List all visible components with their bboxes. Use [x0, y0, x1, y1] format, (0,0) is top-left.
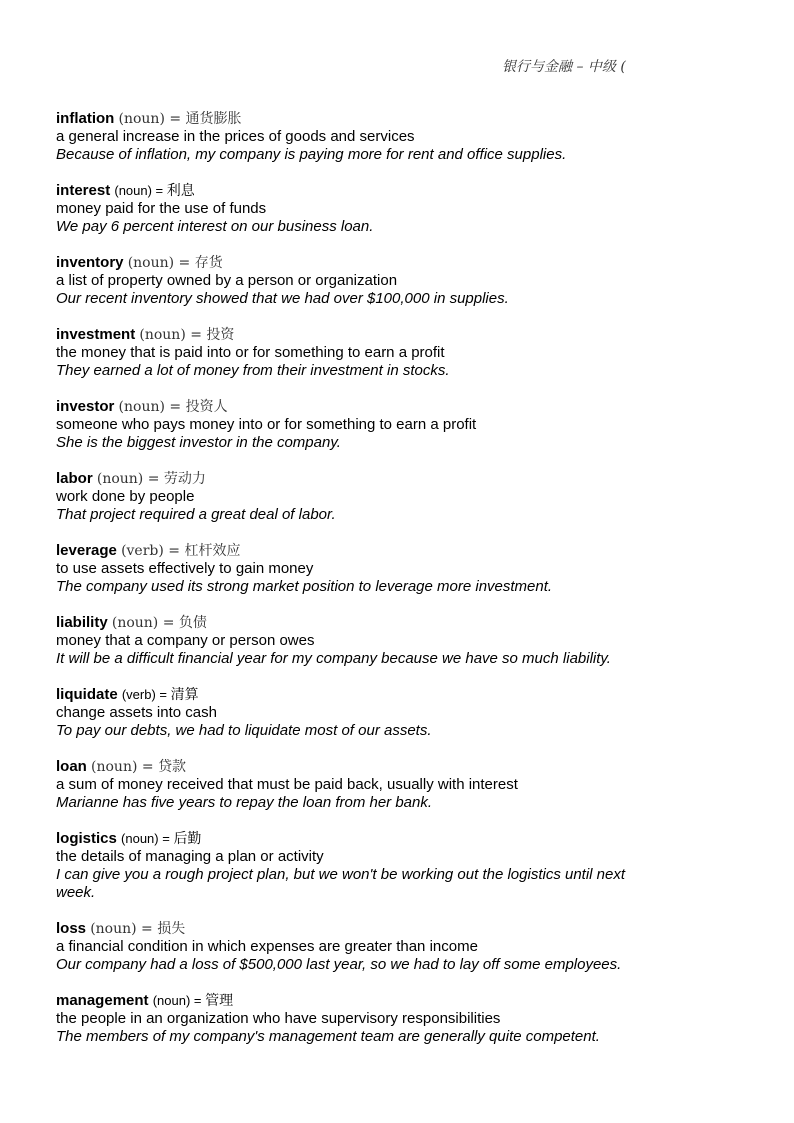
- chinese-translation: 利息: [166, 183, 195, 199]
- entry-loss: [56, 920, 656, 974]
- term: interest: [56, 182, 111, 199]
- entry-management: [56, 992, 656, 1046]
- entry-labor: [56, 470, 656, 524]
- definition: money that a company or person owes: [56, 632, 315, 649]
- part-of-speech: (noun) =: [127, 255, 195, 271]
- definition: a general increase in the prices of goods and services: [56, 128, 415, 145]
- page-header-title: 银行与金融 – 中级 (: [502, 59, 626, 75]
- term: loss: [56, 920, 87, 937]
- example-sentence: Our company had a loss of $500,000 last year, so we had to lay off some employees.: [56, 956, 622, 973]
- definition: work done by people: [56, 488, 195, 505]
- definition: a financial condition in which expenses are greater than income: [56, 938, 478, 955]
- part-of-speech: (noun) =: [114, 183, 167, 198]
- entry-investor: [56, 398, 656, 452]
- definition: the people in an organization who have supervisory responsibilities: [56, 1010, 501, 1027]
- term: liquidate: [56, 686, 118, 703]
- example-sentence: The company used its strong market position to leverage more investment.: [56, 578, 553, 595]
- term: investment: [56, 326, 136, 343]
- part-of-speech: (verb) =: [121, 543, 185, 559]
- definition: the details of managing a plan or activity: [56, 848, 324, 865]
- chinese-translation: 清算: [170, 687, 199, 703]
- example-sentence: They earned a lot of money from their investment in stocks.: [56, 362, 450, 379]
- part-of-speech: (noun) =: [90, 921, 158, 937]
- term: inflation: [56, 110, 115, 127]
- definition: to use assets effectively to gain money: [56, 560, 314, 577]
- definition: money paid for the use of funds: [56, 200, 267, 217]
- term: logistics: [56, 830, 117, 847]
- definition: a list of property owned by a person or organization: [56, 272, 398, 289]
- example-sentence: That project required a great deal of labor.: [56, 506, 336, 523]
- chinese-translation: 贷款: [158, 759, 187, 775]
- chinese-translation: 损失: [157, 921, 186, 937]
- term: inventory: [56, 254, 124, 271]
- entry-inflation: [56, 110, 656, 164]
- vocabulary-list: [56, 110, 656, 1064]
- entry-leverage: [56, 542, 656, 596]
- example-sentence: We pay 6 percent interest on our business loan.: [56, 218, 374, 235]
- chinese-translation: 通货膨胀: [185, 111, 242, 127]
- part-of-speech: (noun) =: [139, 327, 207, 343]
- part-of-speech: (noun) =: [121, 831, 174, 846]
- entry-interest: [56, 182, 656, 236]
- chinese-translation: 劳动力: [163, 471, 206, 487]
- term: loan: [56, 758, 87, 775]
- term: labor: [56, 470, 93, 487]
- term: investor: [56, 398, 115, 415]
- entry-liquidate: [56, 686, 656, 740]
- chinese-translation: 杠杆效应: [184, 543, 241, 559]
- example-sentence: It will be a difficult financial year for my company because we have so much liability.: [56, 650, 611, 667]
- term: leverage: [56, 542, 117, 559]
- definition: a sum of money received that must be paid back, usually with interest: [56, 776, 518, 793]
- entry-inventory: [56, 254, 656, 308]
- part-of-speech: (noun) =: [91, 759, 159, 775]
- example-sentence: The members of my company's management team are generally quite competent.: [56, 1028, 600, 1045]
- example-sentence: Our recent inventory showed that we had over $100,000 in supplies.: [56, 290, 509, 307]
- term: management: [56, 992, 149, 1009]
- term: liability: [56, 614, 108, 631]
- entry-loan: [56, 758, 656, 812]
- chinese-translation: 投资人: [185, 399, 228, 415]
- definition: the money that is paid into or for something to earn a profit: [56, 344, 445, 361]
- entry-logistics: [56, 830, 656, 902]
- part-of-speech: (noun) =: [152, 993, 206, 1008]
- chinese-translation: 投资: [206, 327, 235, 343]
- chinese-translation: 管理: [205, 993, 234, 1009]
- definition: change assets into cash: [56, 704, 217, 721]
- example-sentence: Because of inflation, my company is paying more for rent and office supplies.: [56, 146, 567, 163]
- part-of-speech: (noun) =: [96, 471, 164, 487]
- chinese-translation: 后勤: [173, 831, 202, 847]
- part-of-speech: (noun) =: [111, 615, 179, 631]
- part-of-speech: (noun) =: [118, 111, 186, 127]
- entry-liability: [56, 614, 656, 668]
- example-sentence: She is the biggest investor in the company.: [56, 434, 341, 451]
- entry-investment: [56, 326, 656, 380]
- definition: someone who pays money into or for something to earn a profit: [56, 416, 477, 433]
- part-of-speech: (verb) =: [121, 687, 171, 702]
- example-sentence: Marianne has five years to repay the loan from her bank.: [56, 794, 433, 811]
- example-sentence: I can give you a rough project plan, but we won't be working out the logistics until next week.: [56, 866, 626, 901]
- chinese-translation: 存货: [194, 255, 223, 271]
- part-of-speech: (noun) =: [118, 399, 186, 415]
- chinese-translation: 负债: [178, 615, 207, 631]
- example-sentence: To pay our debts, we had to liquidate most of our assets.: [56, 722, 432, 739]
